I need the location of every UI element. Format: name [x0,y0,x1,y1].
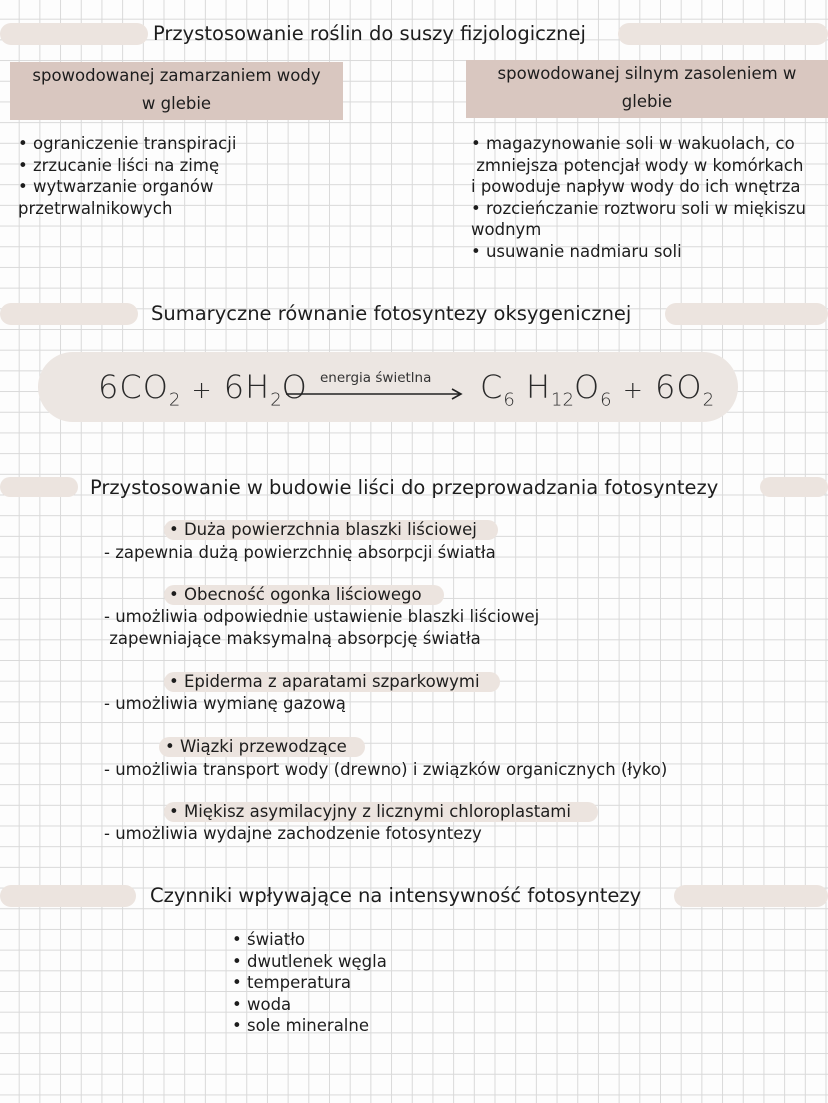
feature-2-desc: - umożliwia odpowiednie ustawienie blaszki liściowej zapewniające maksymalną absorpcję światła [104,607,540,648]
section2-title: Sumaryczne równanie fotosyntezy oksygenicznej [151,302,632,325]
right-list [471,133,806,262]
feature-4: • Wiązki przewodzące [165,737,347,756]
list-item: przetrwalnikowych [18,198,173,218]
list-item: • wytwarzanie organów [18,177,214,196]
section1-title: Przystosowanie roślin do suszy fizjologicznej [153,22,586,45]
section4-title: Czynniki wpływające na intensywność fotosyntezy [150,884,642,907]
right-heading-line1: spowodowanej silnym zasoleniem w [497,64,797,83]
list-item: • dwutlenek węgla [232,951,387,971]
list-item: • usuwanie nadmiaru soli [471,241,682,261]
section3-title: Przystosowanie w budowie liści do przeprowadzania fotosyntezy [90,476,719,499]
left-list [18,133,236,219]
list-item: • światło [232,930,306,949]
list-item: • magazynowanie soli w wakuolach, co [471,134,795,153]
list-item: zmniejsza potencjał wody w komórkach [471,155,804,175]
reaction-arrow-icon [286,387,466,401]
left-heading-line2: w glebie [141,94,212,113]
title-decor-left [0,23,148,45]
list-item: • rozcieńczanie roztworu soli w miękiszu [471,198,806,218]
factors-list [232,929,387,1037]
feature-5-desc: - umożliwia wydajne zachodzenie fotosyntezy [104,824,482,843]
title-decor-right [665,303,828,325]
list-item: • zrzucanie liści na zimę [18,155,220,175]
feature-2: • Obecność ogonka liściowego [169,585,422,604]
list-item: i powoduje napływ wody do ich wnętrza [471,177,801,196]
left-heading-tape [10,62,343,120]
arrow-label: energia świetlna [320,370,432,386]
feature-4-desc: - umożliwia transport wody (drewno) i związków organicznych (łyko) [104,760,668,779]
title-decor-left [0,477,78,497]
list-item: • woda [232,994,292,1014]
list-item: wodnym [471,220,542,239]
title-decor-right [760,477,828,497]
feature-3: • Epiderma z aparatami szparkowymi [169,672,480,691]
title-decor-left [0,303,138,325]
equation-products: $C_6$ $H_{12}O_6 + 6O_2$ [480,368,715,411]
list-item: • temperatura [232,973,352,992]
equation-reactants: $6CO_2 + 6H_2O$ [98,368,308,411]
list-item: • sole mineralne [232,1016,370,1035]
title-decor-right [674,885,828,907]
feature-5: • Miękisz asymilacyjny z licznymi chloroplastami [169,802,571,821]
left-heading-line1: spowodowanej zamarzaniem wody [32,66,321,85]
feature-3-desc: - umożliwia wymianę gazową [104,694,346,713]
feature-1: • Duża powierzchnia blaszki liściowej [169,520,477,539]
list-item: • ograniczenie transpiracji [18,134,237,153]
title-decor-left [0,885,136,907]
title-decor-right [618,23,828,45]
feature-1-desc: - zapewnia dużą powierzchnię absorpcji światła [104,543,496,562]
right-heading-tape [466,60,828,118]
right-heading-line2: glebie [621,92,673,111]
